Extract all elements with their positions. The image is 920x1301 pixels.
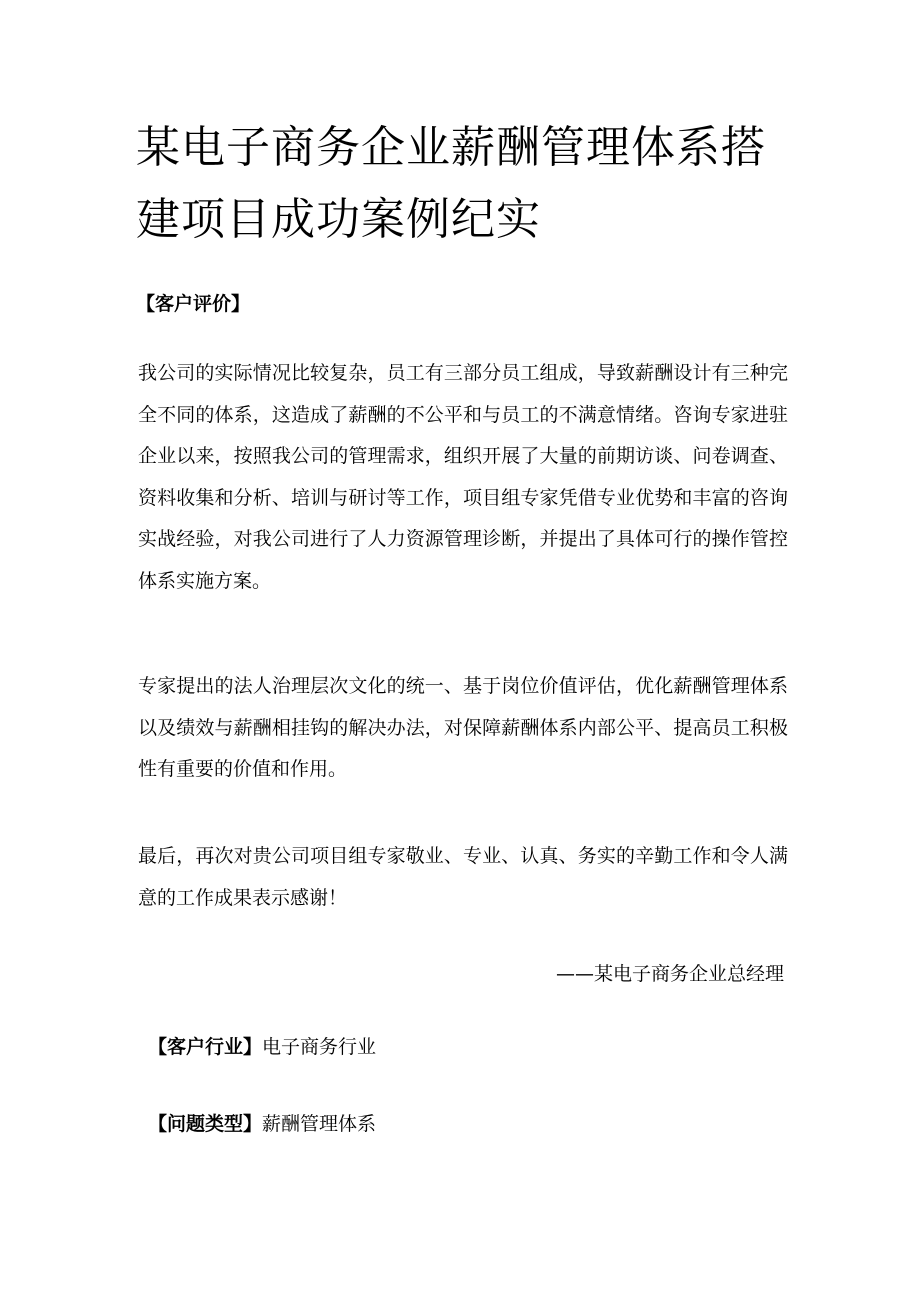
evaluation-label: 【客户评价】 xyxy=(136,293,251,315)
industry-line xyxy=(148,1033,376,1061)
evaluation-paragraph-2: 专家提出的法人治理层次文化的统一、基于岗位价值评估，优化薪酬管理体系以及绩效与薪酬相挂钩的解决办法，对保障薪酬体系内部公平、提高员工积极性有重要的价值和作用。 xyxy=(138,675,788,780)
evaluation-paragraph-3: 最后，再次对贵公司项目组专家敬业、专业、认真、务实的辛勤工作和令人满意的工作成果表示感谢！ xyxy=(138,845,788,909)
evaluation-paragraph-1: 我公司的实际情况比较复杂，员工有三部分员工组成，导致薪酬设计有三种完全不同的体系，这造成了薪酬的不公平和与员工的不满意情绪。咨询专家进驻企业以来，按照我公司的管理需求，组织开展了大量的前期访谈、问卷调查、资料收集和分析、培训与研讨等工作，项目组专家凭借专业优势和丰富的咨询实战经验，对我公司进行了人力资源管理诊断，并提出了具体可行的操作管控体系实施方案。 xyxy=(138,362,788,592)
evaluation-heading xyxy=(136,290,250,318)
industry-value: 电子商务行业 xyxy=(262,1036,377,1058)
problem-type-value: 薪酬管理体系 xyxy=(262,1113,377,1135)
problem-type-line xyxy=(148,1110,376,1138)
problem-type-label: 【问题类型】 xyxy=(148,1113,263,1135)
document-title: 某电子商务企业薪酬管理体系搭建项目成功案例纪实 xyxy=(136,122,766,245)
industry-label: 【客户行业】 xyxy=(148,1036,263,1058)
signature: ——某电子商务企业总经理 xyxy=(555,963,784,985)
